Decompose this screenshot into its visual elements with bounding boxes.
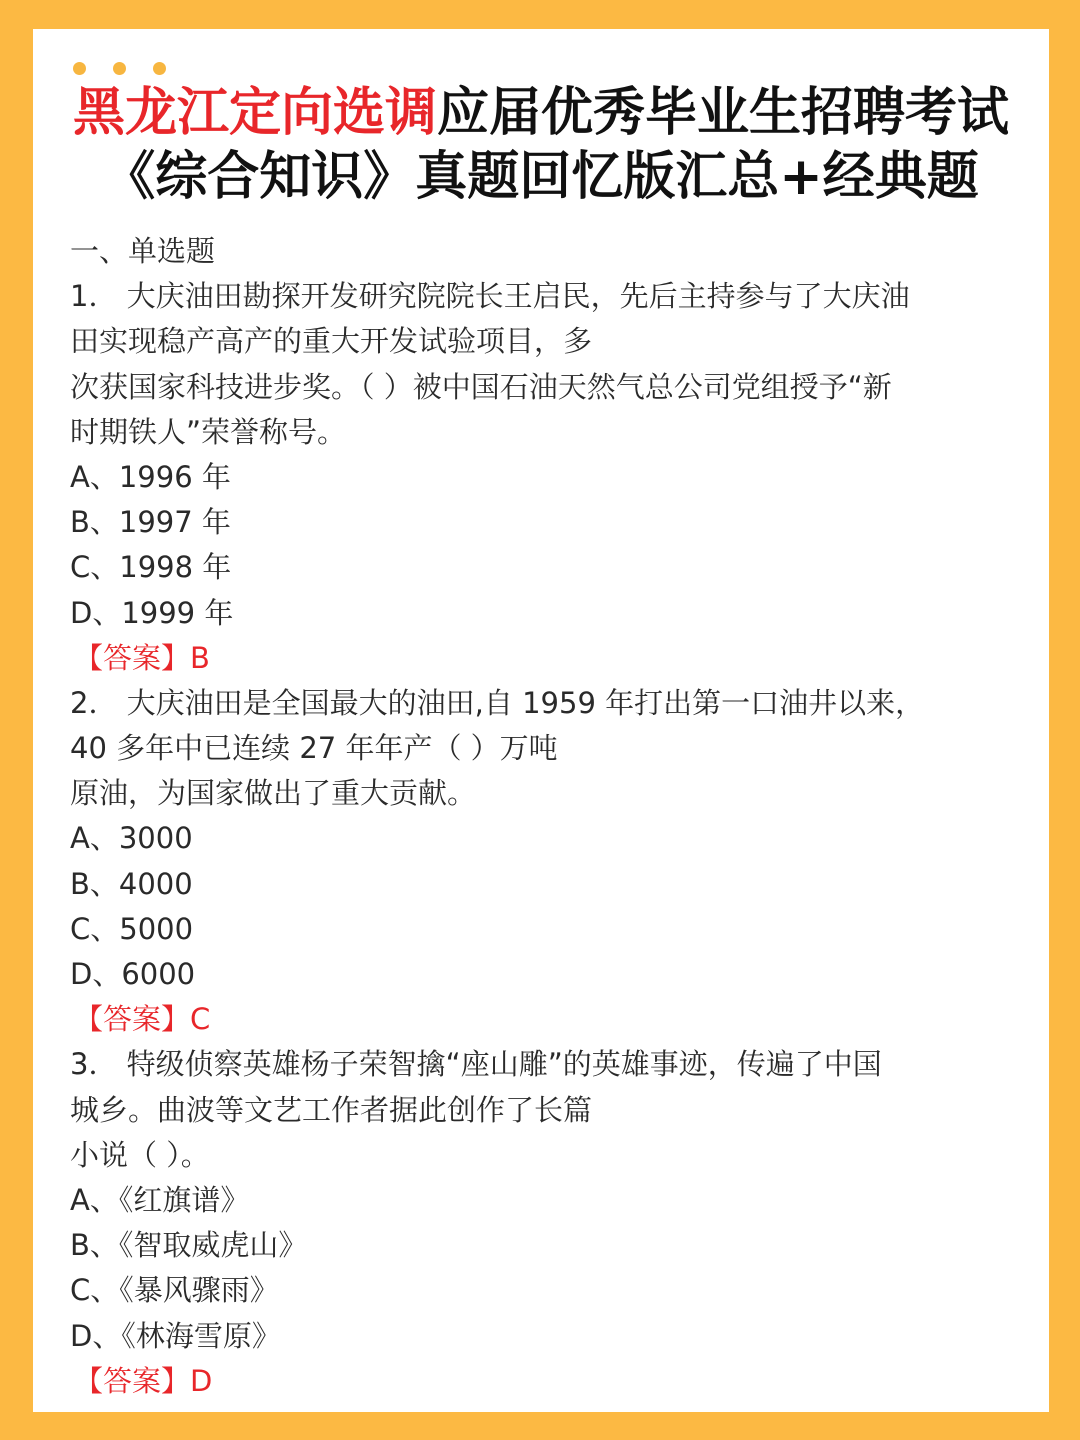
answer-option: D、1999 年: [70, 595, 234, 630]
question-stem-line: 1． 大庆油田勘探开发研究院院长王启民，先后主持参与了大庆油: [70, 279, 910, 314]
question-block: [70, 1042, 1030, 1404]
answer-key: 【答案】C: [74, 1002, 211, 1037]
question-stem-line: 时期铁人”荣誉称号。: [70, 414, 347, 449]
question-stem-line: 次获国家科技进步奖。（ ）被中国石油天然气总公司党组授予“新: [70, 369, 892, 404]
question-block: [70, 681, 1030, 1043]
answer-option: A、3000: [70, 821, 193, 856]
answer-option: A、1996 年: [70, 459, 231, 494]
question-stem-line: 城乡。曲波等文艺工作者据此创作了长篇: [70, 1092, 593, 1127]
question-list: [70, 229, 1030, 1404]
dot-icon: [153, 62, 166, 75]
question-block: [70, 274, 1030, 681]
answer-key: 【答案】B: [74, 640, 210, 675]
document-card: [33, 29, 1049, 1412]
answer-option: B、4000: [70, 866, 193, 901]
section-heading: 一、单选题: [70, 234, 216, 268]
answer-option: B、1997 年: [70, 505, 231, 540]
answer-option: B、《智取威虎山》: [70, 1228, 308, 1263]
page-title: [33, 82, 1049, 144]
answer-key: 【答案】D: [74, 1363, 213, 1398]
answer-option: D、6000: [70, 957, 196, 991]
page-subtitle: 《综合知识》真题回忆版汇总+经典题: [103, 147, 979, 207]
answer-option: C、《暴风骤雨》: [70, 1273, 279, 1308]
title-main: 应届优秀毕业生招聘考试: [437, 83, 1010, 143]
title-highlight: 黑龙江定向选调: [72, 83, 437, 143]
question-stem-line: 小说（ ）。: [70, 1137, 210, 1172]
answer-option: C、5000: [70, 911, 194, 946]
dot-icon: [113, 62, 126, 75]
answer-option: D、《林海雪原》: [70, 1318, 281, 1353]
question-stem-line: 2． 大庆油田是全国最大的油田,自 1959 年打出第一口油井以来，: [70, 685, 925, 720]
question-stem-line: 原油，为国家做出了重大贡献。: [70, 776, 477, 811]
question-stem-line: 3． 特级侦察英雄杨子荣智擒“座山雕”的英雄事迹，传遍了中国: [70, 1047, 882, 1082]
question-stem-line: 田实现稳产高产的重大开发试验项目，多: [70, 324, 593, 359]
question-stem-line: 40 多年中已连续 27 年年产（ ）万吨: [70, 731, 558, 766]
questions-container: [70, 274, 1030, 1404]
answer-option: C、1998 年: [70, 550, 232, 585]
dot-icon: [73, 62, 86, 75]
answer-option: A、《红旗谱》: [70, 1182, 250, 1217]
